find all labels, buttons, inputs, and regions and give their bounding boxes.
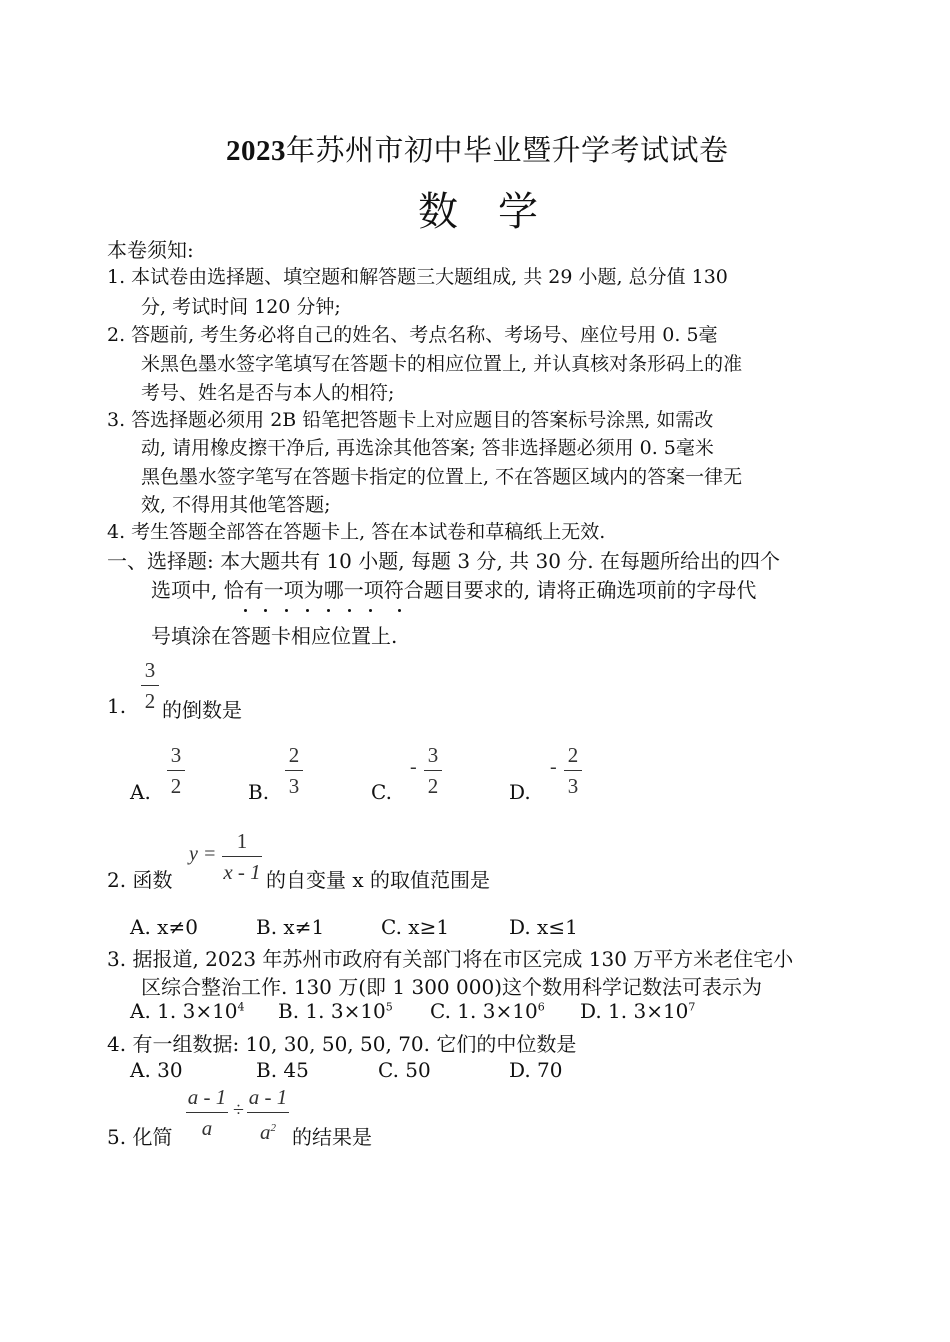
q1-option-a-num: 3: [170, 743, 182, 767]
q1-number: 1.: [107, 694, 127, 718]
q2-text: 的自变量 x 的取值范围是: [266, 868, 490, 892]
q2-option-d: D. x≤1: [509, 915, 578, 939]
exam-title-year: 2023: [226, 135, 286, 167]
q1-option-d-den: 3: [567, 774, 579, 798]
section1-line-1: 一、选择题: 本大题共有 10 小题, 每题 3 分, 共 30 分. 在每题所给出的四个: [107, 549, 781, 573]
q5-fraction-1: [186, 1085, 228, 1140]
q3-option-a: [130, 999, 245, 1023]
q5-f2-num: a - 1: [248, 1085, 288, 1109]
q1-option-a-label: A.: [130, 780, 151, 804]
q4-option-b: B. 45: [256, 1058, 309, 1082]
q3-option-a-exp: 4: [237, 1000, 245, 1014]
section1-line-2: 选项中, 恰有一项为哪一项符合题目要求的, 请将正确选项前的字母代: [151, 578, 757, 602]
q3-option-b: [278, 999, 393, 1023]
q1-option-a-frac: [167, 743, 185, 798]
subject-title: 数学: [418, 189, 578, 235]
notice-item-3-line-1: 3. 答选择题必须用 2B 铅笔把答题卡上对应题目的答案标号涂黑, 如需改: [107, 409, 714, 431]
q1-option-c-label: C.: [371, 780, 392, 804]
q1-frac-num: 3: [144, 658, 156, 682]
q1-option-c-frac: [424, 743, 442, 798]
q5-divide-sign: ÷: [233, 1099, 244, 1121]
q1-option-b-frac: [285, 743, 303, 798]
q2-option-c: C. x≥1: [381, 915, 450, 939]
notice-heading: 本卷须知:: [107, 238, 194, 262]
q2-func-num: 1: [236, 829, 248, 853]
q3-line-2: 区综合整治工作. 130 万(即 1 300 000)这个数用科学记数法可表示为: [141, 975, 762, 999]
q5-f1-num: a - 1: [187, 1085, 227, 1109]
section1-line-3: 号填涂在答题卡相应位置上.: [151, 624, 398, 648]
q2-func-lhs: y =: [189, 843, 217, 865]
q1-option-a-den: 2: [170, 774, 182, 798]
q1-text: 的倒数是: [162, 698, 242, 722]
q3-option-c: [430, 999, 545, 1023]
q4-text: 4. 有一组数据: 10, 30, 50, 50, 70. 它们的中位数是: [107, 1032, 577, 1056]
q1-option-d-frac: [564, 743, 582, 798]
q5-prefix: 5. 化简: [107, 1125, 173, 1149]
q4-option-a: A. 30: [130, 1058, 183, 1082]
q1-option-b-num: 2: [288, 743, 300, 767]
q5-text: 的结果是: [292, 1125, 372, 1149]
q3-option-b-exp: 5: [385, 1000, 393, 1014]
exam-title-text: 年苏州市初中毕业暨升学考试试卷: [286, 133, 729, 167]
exam-title: [226, 128, 729, 169]
q1-option-c-num: 3: [427, 743, 439, 767]
q5-fraction-2: [247, 1085, 289, 1144]
q1-option-b-label: B.: [248, 780, 270, 804]
notice-item-3-line-3: 黑色墨水签字笔写在答题卡指定的位置上, 不在答题区域内的答案一律无: [141, 466, 743, 488]
q2-prefix: 2. 函数: [107, 868, 173, 892]
q2-option-a: A. x≠0: [130, 915, 198, 939]
notice-item-1-line-2: 分, 考试时间 120 分钟;: [141, 296, 341, 318]
q3-option-b-label: B. 1. 3×10: [278, 999, 386, 1023]
q1-option-c-sign: -: [410, 756, 417, 778]
q1-option-b-den: 3: [288, 774, 300, 798]
q1-option-d-num: 2: [567, 743, 579, 767]
notice-item-1-line-1: 1. 本试卷由选择题、填空题和解答题三大题组成, 共 29 小题, 总分值 130: [107, 266, 728, 288]
q2-func-den: x - 1: [223, 860, 261, 884]
q5-f2-den-base: a: [260, 1120, 271, 1144]
q3-option-c-label: C. 1. 3×10: [430, 999, 538, 1023]
q1-option-d-label: D.: [509, 780, 531, 804]
notice-item-2-line-1: 2. 答题前, 考生务必将自己的姓名、考点名称、考场号、座位号用 0. 5毫: [107, 324, 718, 346]
q1-option-c-den: 2: [427, 774, 439, 798]
q5-f2-den: [247, 1116, 289, 1144]
notice-item-3-line-4: 效, 不得用其他笔答题;: [141, 494, 331, 516]
q3-option-d-label: D. 1. 3×10: [580, 999, 689, 1023]
q4-option-d: D. 70: [509, 1058, 563, 1082]
q1-option-d-sign: -: [550, 756, 557, 778]
notice-item-4-line-1: 4. 考生答题全部答在答题卡上, 答在本试卷和草稿纸上无效.: [107, 521, 606, 543]
q3-option-d-exp: 7: [688, 1000, 696, 1014]
q5-f2-den-exp: 2: [270, 1122, 276, 1134]
q3-option-d: [580, 999, 695, 1023]
q3-option-a-label: A. 1. 3×10: [130, 999, 238, 1023]
q1-fraction: [141, 658, 159, 713]
q3-line-1: 3. 据报道, 2023 年苏州市政府有关部门将在市区完成 130 万平方米老住宅小: [107, 947, 794, 971]
q2-func-frac: [222, 829, 262, 884]
q3-option-c-exp: 6: [537, 1000, 545, 1014]
q4-option-c: C. 50: [378, 1058, 431, 1082]
notice-item-2-line-3: 考号、姓名是否与本人的相符;: [141, 382, 395, 404]
notice-item-3-line-2: 动, 请用橡皮擦干净后, 再选涂其他答案; 答非选择题必须用 0. 5毫米: [141, 437, 714, 459]
q1-frac-den: 2: [144, 689, 156, 713]
q2-option-b: B. x≠1: [256, 915, 325, 939]
notice-item-2-line-2: 米黑色墨水签字笔填写在答题卡的相应位置上, 并认真核对条形码上的准: [141, 353, 743, 375]
q5-f1-den: a: [201, 1116, 213, 1140]
